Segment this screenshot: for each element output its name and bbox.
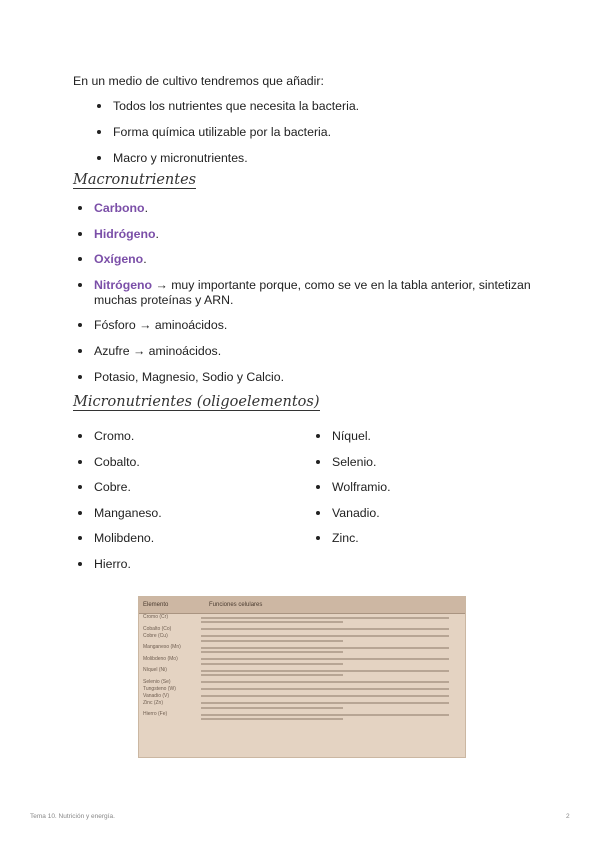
table-header-functions: Funciones celulares	[209, 602, 263, 608]
table-row	[139, 679, 465, 686]
table-cell-element: Hierro (Fe)	[143, 711, 168, 717]
table-row	[139, 644, 465, 656]
list-item: Macro y micronutrientes.	[94, 151, 359, 166]
macronutrient-item	[75, 227, 545, 242]
table-header	[139, 597, 465, 614]
highlighted-element: Carbono	[94, 201, 145, 215]
table-image	[138, 596, 466, 758]
item-text: → muy importante porque, como se ve en la tabla anterior, sintetizan muchas proteínas y ARN.	[94, 277, 531, 307]
table-cell-description	[201, 667, 465, 679]
list-item: Selenio.	[313, 455, 391, 470]
table-cell-description	[201, 656, 465, 668]
table-cell-element: Cobre (Cu)	[143, 632, 168, 639]
table-row	[139, 633, 465, 645]
list-item: Hierro.	[75, 557, 162, 572]
macronutrient-item	[75, 344, 545, 359]
list-item: Forma química utilizable por la bacteria.	[94, 125, 359, 140]
table-cell-element: Molibdeno (Mo)	[143, 655, 178, 662]
footer-title: Tema 10. Nutrición y energía.	[30, 813, 115, 820]
table-cell-description	[201, 644, 465, 656]
table-cell-description	[201, 686, 465, 693]
macronutrient-item	[75, 318, 545, 333]
table-cell-description	[201, 711, 465, 723]
macronutrient-item	[75, 252, 545, 267]
table-row	[139, 693, 465, 700]
table-cell-element: Manganeso (Mn)	[143, 644, 181, 650]
macronutrients-list	[75, 201, 545, 395]
list-item: Níquel.	[313, 429, 391, 444]
table-cell-element: Zinc (Zn)	[143, 699, 163, 706]
table-body	[139, 614, 465, 723]
micronutrients-column-1	[75, 429, 162, 583]
item-text: Potasio, Magnesio, Sodio y Calcio.	[94, 369, 285, 384]
list-item: Cobre.	[75, 480, 162, 495]
item-text: .	[144, 201, 148, 215]
list-item: Cromo.	[75, 429, 162, 444]
table-row	[139, 711, 465, 723]
table-cell-element: Tungsteno (W)	[143, 685, 176, 692]
item-text: .	[155, 226, 159, 241]
micronutrients-column-2	[313, 429, 391, 557]
table-cell-description	[201, 700, 465, 712]
table-cell-element: Vanadio (V)	[143, 692, 170, 699]
highlighted-element: Oxígeno	[94, 252, 144, 267]
highlighted-element: Nitrógeno	[94, 277, 153, 292]
table-row	[139, 667, 465, 679]
list-item: Wolframio.	[313, 480, 391, 495]
page-number: 2	[566, 813, 570, 820]
item-text: Fósforo → aminoácidos.	[94, 318, 228, 333]
intro-list	[94, 99, 359, 177]
list-item: Zinc.	[313, 531, 391, 546]
table-row	[139, 656, 465, 668]
table-cell-description	[201, 614, 465, 626]
table-header-element: Elemento	[143, 602, 169, 608]
item-text: .	[143, 252, 147, 267]
macronutrient-item	[75, 278, 545, 308]
item-text: Azufre → aminoácidos.	[94, 343, 222, 358]
table-row	[139, 686, 465, 693]
table-row	[139, 700, 465, 712]
table-cell-element: Cobalto (Co)	[143, 625, 172, 632]
macronutrient-item	[75, 370, 545, 385]
macronutrients-heading: Macronutrientes	[73, 172, 197, 188]
list-item: Molibdeno.	[75, 531, 162, 546]
micronutrients-heading: Micronutrientes (oligoelementos)	[73, 394, 320, 410]
table-row	[139, 614, 465, 626]
list-item: Todos los nutrientes que necesita la bacteria.	[94, 99, 359, 114]
table-cell-element: Níquel (Ni)	[143, 667, 167, 673]
list-item: Cobalto.	[75, 455, 162, 470]
table-cell-element: Cromo (Cr)	[143, 614, 168, 620]
macronutrient-item	[75, 201, 545, 216]
list-item: Vanadio.	[313, 506, 391, 521]
table-row	[139, 626, 465, 633]
intro-paragraph: En un medio de cultivo tendremos que añadir:	[73, 74, 324, 88]
table-cell-description	[201, 679, 465, 686]
table-cell-description	[201, 626, 465, 633]
list-item: Manganeso.	[75, 506, 162, 521]
table-cell-element: Selenio (Se)	[143, 678, 171, 685]
table-cell-description	[201, 693, 465, 700]
highlighted-element: Hidrógeno	[94, 226, 156, 241]
table-cell-description	[201, 633, 465, 645]
